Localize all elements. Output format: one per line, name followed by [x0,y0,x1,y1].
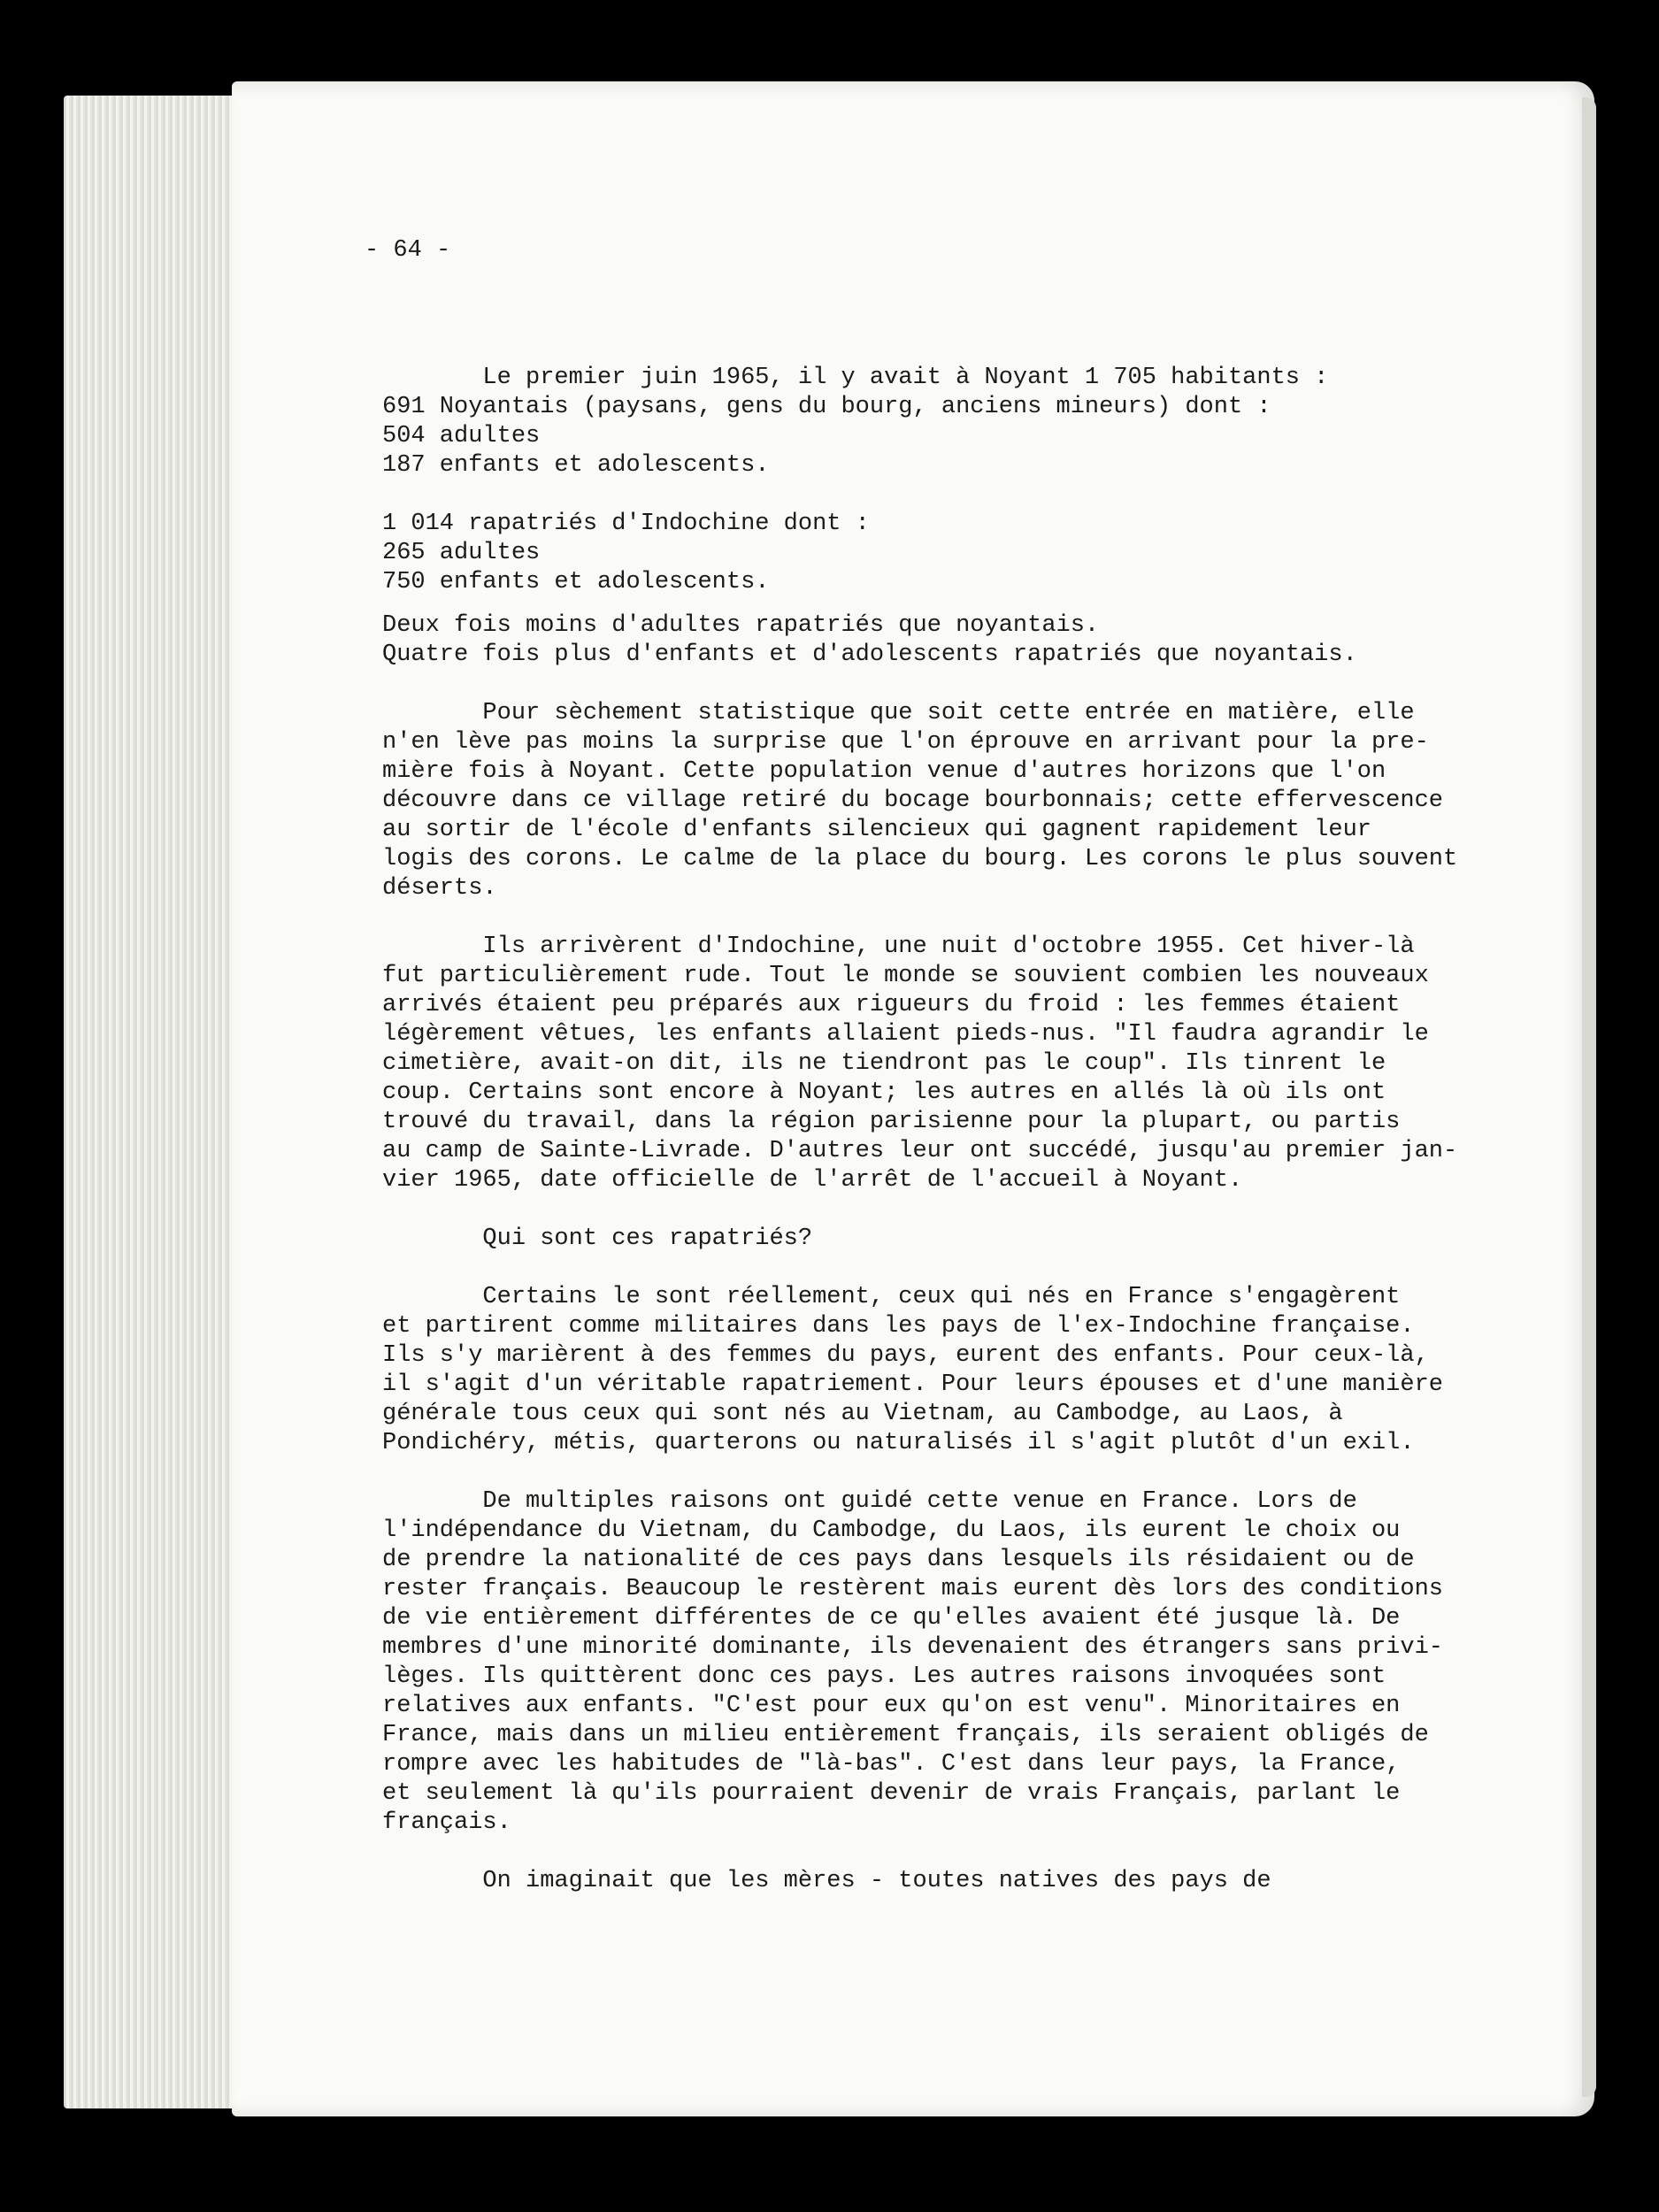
paragraph [382,364,1479,480]
text-line: fut particulièrement rude. Tout le monde se souvient combien les nouveaux [382,963,1429,989]
text-line: au sortir de l'école d'enfants silencieux qui gagnent rapidement leur [382,817,1371,843]
paragraph [382,1487,1479,1838]
text-line: lèges. Ils quittèrent donc ces pays. Les autres raisons invoquées sont [382,1663,1386,1690]
text-line: Ils s'y marièrent à des femmes du pays, eurent des enfants. Pour ceux-là, [382,1342,1429,1369]
text-line: de vie entièrement différentes de ce qu'elles avaient été jusque là. De [382,1605,1401,1632]
text-line: de prendre la nationalité de ces pays dans lesquels ils résidaient ou de [382,1547,1415,1573]
text-line: légèrement vêtues, les enfants allaient pieds-nus. "Il faudra agrandir le [382,1021,1429,1048]
page-number: - 64 - [365,237,451,264]
text-line: coup. Certains sont encore à Noyant; les autres en allés là où ils ont [382,1079,1386,1106]
page-edge [1582,97,1596,2097]
text-line: 691 Noyantais (paysans, gens du bourg, anciens mineurs) dont : [382,394,1271,420]
text-line: Quatre fois plus d'enfants et d'adolescents rapatriés que noyantais. [382,641,1357,668]
text-line: il s'agit d'un véritable rapatriement. Pour leurs épouses et d'une manière [382,1371,1443,1398]
text-line: Pondichéry, métis, quarterons ou naturalisés il s'agit plutôt d'un exil. [382,1430,1415,1456]
text-line: Deux fois moins d'adultes rapatriés que noyantais. [382,612,1100,639]
text-line: trouvé du travail, dans la région parisienne pour la plupart, ou partis [382,1109,1401,1135]
text-line: 265 adultes [382,540,541,566]
paragraph [382,1867,1479,1896]
text-line: l'indépendance du Vietnam, du Cambodge, du Laos, ils eurent le choix ou [382,1517,1401,1544]
text-line: rompre avec les habitudes de "là-bas". C'est dans leur pays, la France, [382,1751,1401,1778]
paragraph [382,510,1479,597]
text-line: vier 1965, date officielle de l'arrêt de l'accueil à Noyant. [382,1167,1243,1194]
text-line: membres d'une minorité dominante, ils devenaient des étrangers sans privi- [382,1634,1443,1661]
text-line: Qui sont ces rapatriés? [382,1225,813,1252]
text-line: 750 enfants et adolescents. [382,569,770,595]
text-line: 1 014 rapatriés d'Indochine dont : [382,511,870,537]
paragraph [382,1283,1479,1458]
text-line: Le premier juin 1965, il y avait à Noyant 1 705 habitants : [382,365,1329,391]
text-line: De multiples raisons ont guidé cette venue en France. Lors de [382,1488,1357,1515]
text-line: 187 enfants et adolescents. [382,452,770,479]
text-line: découvre dans ce village retiré du bocage bourbonnais; cette effervescence [382,787,1443,814]
text-line: cimetière, avait-on dit, ils ne tiendront pas le coup". Ils tinrent le [382,1050,1386,1077]
text-line: au camp de Sainte-Livrade. D'autres leur ont succédé, jusqu'au premier jan- [382,1138,1458,1164]
text-line: On imaginait que les mères - toutes natives des pays de [382,1868,1271,1894]
page-text [382,364,1479,1896]
text-line: n'en lève pas moins la surprise que l'on éprouve en arrivant pour la pre- [382,729,1429,756]
paragraph [382,611,1479,670]
paragraph [382,699,1479,903]
text-line: logis des corons. Le calme de la place du bourg. Les corons le plus souvent [382,846,1458,872]
text-line: France, mais dans un milieu entièrement français, ils seraient obligés de [382,1722,1429,1748]
text-line: relatives aux enfants. "C'est pour eux qu'on est venu". Minoritaires en [382,1693,1401,1719]
text-line: Ils arrivèrent d'Indochine, une nuit d'octobre 1955. Cet hiver-là [382,933,1415,960]
text-line: et partirent comme militaires dans les pays de l'ex-Indochine française. [382,1313,1415,1340]
text-line: français. [382,1809,511,1836]
text-line: 504 adultes [382,423,541,449]
text-line: déserts. [382,875,497,902]
page-stack-edges [64,96,258,2108]
paragraph [382,1225,1479,1254]
text-line: Pour sèchement statistique que soit cette entrée en matière, elle [382,700,1415,726]
text-line: arrivés étaient peu préparés aux rigueurs du froid : les femmes étaient [382,992,1401,1018]
text-line: Certains le sont réellement, ceux qui nés en France s'engagèrent [382,1284,1401,1310]
text-line: mière fois à Noyant. Cette population venue d'autres horizons que l'on [382,758,1386,785]
text-line: générale tous ceux qui sont nés au Vietnam, au Cambodge, au Laos, à [382,1401,1343,1427]
paragraph [382,933,1479,1195]
text-line: et seulement là qu'ils pourraient devenir de vrais Français, parlant le [382,1780,1401,1807]
text-line: rester français. Beaucoup le restèrent mais eurent dès lors des conditions [382,1576,1443,1602]
